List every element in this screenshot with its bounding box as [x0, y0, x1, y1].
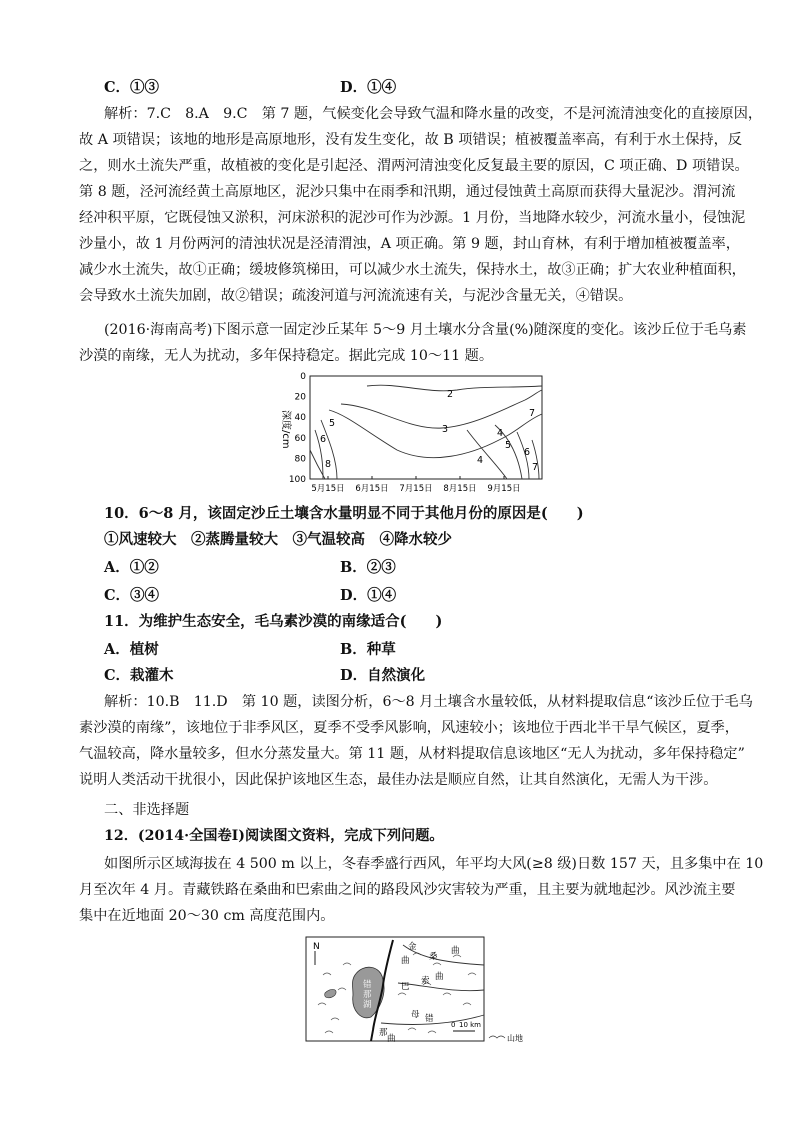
section-heading: 二、非选择题	[104, 802, 190, 818]
river-label: 曲	[387, 1034, 396, 1044]
lake-label: 错	[363, 980, 372, 990]
analysis-1-line: 之，则水土流失严重，故植被的变化是引起泾、渭两河清浊变化反复最主要的原因，C 项正确、D 项错误。	[79, 158, 749, 174]
x-tick-label: 8月15日	[443, 484, 477, 494]
q10-option-b: B．②③	[340, 559, 396, 576]
analysis-1-line: 故 A 项错误；该地的地形是高原地形，没有发生变化，故 B 项错误；植被覆盖率高，有利于水土保持，反	[79, 132, 742, 148]
q10-stem: 10．6～8 月，该固定沙丘土壤含水量明显不同于其他月份的原因是( )	[104, 505, 584, 522]
contour-labels	[320, 389, 538, 473]
q10-option-c: C．③④	[104, 587, 160, 604]
analysis-1-line: 解析：7.C 8.A 9.C 第 7 题，气候变化会导致气温和降水量的改变，不是河流清浊变化的直接原因，	[104, 106, 763, 122]
river-label: 金	[408, 942, 417, 952]
legend-label: 山地	[507, 1034, 523, 1043]
y-tick-label: 60	[294, 433, 306, 444]
y-tick-label: 40	[294, 413, 306, 424]
river-label: 曲	[401, 956, 410, 966]
analysis-2-line: 素沙漠的南缘”，该地位于非季风区，夏季不受季风影响，风速较小；该地位于西北半干旱气候区，夏季，	[79, 720, 739, 736]
river-label: 索	[421, 976, 430, 986]
q11-option-c: C．栽灌木	[104, 667, 174, 684]
scale-ten: 10 km	[459, 1021, 482, 1029]
y-axis-label: 深度/cm	[280, 410, 291, 449]
analysis-2-line: 气温较高，降水量较多，但水分蒸发量大。第 11 题，从材料提取信息该地区“无人为扰动，多年保持稳定”	[79, 746, 745, 762]
contour-label: 7	[532, 462, 539, 473]
lake-label: 那	[363, 990, 372, 1000]
analysis-2-line: 说明人类活动干扰很小，因此保护该地区生态，最佳办法是顺应自然，让其自然演化，无需人为干涉。	[79, 772, 718, 788]
north-label: N	[313, 942, 320, 952]
contour-line-3	[341, 390, 542, 428]
q11-option-b: B．种草	[340, 641, 396, 658]
q11-stem: 11．为维护生态安全，毛乌素沙漠的南缘适合( )	[104, 613, 443, 630]
x-tick-label: 7月15日	[399, 484, 433, 494]
contour-line-2	[367, 385, 542, 391]
analysis-2-line: 解析：10.B 11.D 第 10 题，读图分析，6～8 月土壤含水量较低，从材料提取信息“该沙丘位于毛乌	[104, 694, 753, 710]
q12-stem: 12．(2014·全国卷Ⅰ)阅读图文资料，完成下列问题。	[104, 828, 444, 844]
x-tick-label: 5月15日	[311, 484, 345, 494]
contour-label: 4	[497, 428, 504, 439]
q12-text-line: 月至次年 4 月。青藏铁路在桑曲和巴索曲之间的路段风沙灾害较为严重，且主要为就地起沙。风沙流主要	[79, 882, 736, 898]
q10-option-a: A．①②	[104, 559, 159, 576]
q11-option-a: A．植树	[104, 641, 159, 658]
river-label: 曲	[451, 946, 460, 956]
river-label: 曲	[435, 972, 444, 982]
x-tick-label: 9月15日	[487, 484, 521, 494]
contour-label: 5	[329, 418, 336, 429]
river-label: 那	[379, 1028, 388, 1038]
y-tick-label: 100	[288, 475, 306, 485]
river-label: 错	[425, 1014, 434, 1024]
legend	[489, 1033, 523, 1043]
scale-zero: 0	[451, 1021, 456, 1029]
contour-lines	[310, 385, 542, 479]
region-map	[303, 935, 528, 1050]
contour-label: 6	[524, 447, 531, 458]
x-tick-label: 6月15日	[355, 484, 389, 494]
intro-line: 沙漠的南缘，无人为扰动，多年保持稳定。据此完成 10～11 题。	[79, 348, 494, 364]
mountain-legend-icon	[489, 1036, 505, 1038]
q10-option-d: D．①④	[340, 587, 397, 604]
y-tick-label: 80	[294, 454, 306, 465]
contour-label: 4	[477, 455, 484, 466]
river-label: 桑	[429, 952, 438, 962]
contour-label: 7	[529, 408, 536, 419]
contour-label: 6	[320, 434, 327, 445]
river-label: 母	[411, 1010, 420, 1020]
contour-label: 5	[505, 440, 512, 451]
analysis-1-line: 减少水土流失，故①正确；缓坡修筑梯田，可以减少水土流失，保持水土，故③正确；扩大农业种植面积，	[79, 262, 746, 278]
analysis-1-line: 经冲积平原，它既侵蚀又淤积，河床淤积的泥沙可作为沙源。1 月份，当地降水较少，河流水量小，侵蚀泥	[79, 210, 746, 226]
lake-label: 湖	[363, 1000, 372, 1010]
analysis-1-line: 第 8 题，泾河流经黄土高原地区，泥沙只集中在雨季和汛期，通过侵蚀黄土高原而获得大量泥沙。渭河流	[79, 184, 736, 200]
river-label: 巴	[401, 982, 410, 992]
q11-option-d: D．自然演化	[340, 667, 426, 684]
q9-option-d: D．①④	[340, 79, 397, 96]
analysis-1-line: 沙量小，故 1 月份两河的清浊状况是泾清渭浊，A 项正确。第 9 题，封山育林，有利于增加植被覆盖率，	[79, 236, 740, 252]
analysis-1-line: 会导致水土流失加剧，故②错误；疏浚河道与河流流速有关，与泥沙含量无关，④错误。	[79, 288, 633, 304]
contour-label: 2	[447, 389, 454, 400]
q12-text-line: 集中在近地面 20～30 cm 高度范围内。	[79, 908, 335, 924]
intro-line: (2016·海南高考)下图示意一固定沙丘某年 5～9 月土壤水分含量(%)随深度的变化。该沙丘位于毛乌素	[104, 322, 747, 338]
contour-label: 8	[325, 459, 332, 470]
q12-text-line: 如图所示区域海拔在 4 500 m 以上，冬春季盛行西风，年平均大风(≥8 级)日数 157 天，且多集中在 10	[104, 856, 764, 872]
q10-items: ①风速较大 ②蒸腾量较大 ③气温较高 ④降水较少	[104, 531, 452, 548]
q9-option-c: C．①③	[104, 79, 160, 96]
y-tick-label: 20	[294, 392, 306, 403]
contour-label: 3	[442, 424, 449, 435]
soil-moisture-chart	[267, 370, 552, 498]
y-tick-label: 0	[300, 372, 306, 382]
contour-line-7	[532, 440, 539, 479]
